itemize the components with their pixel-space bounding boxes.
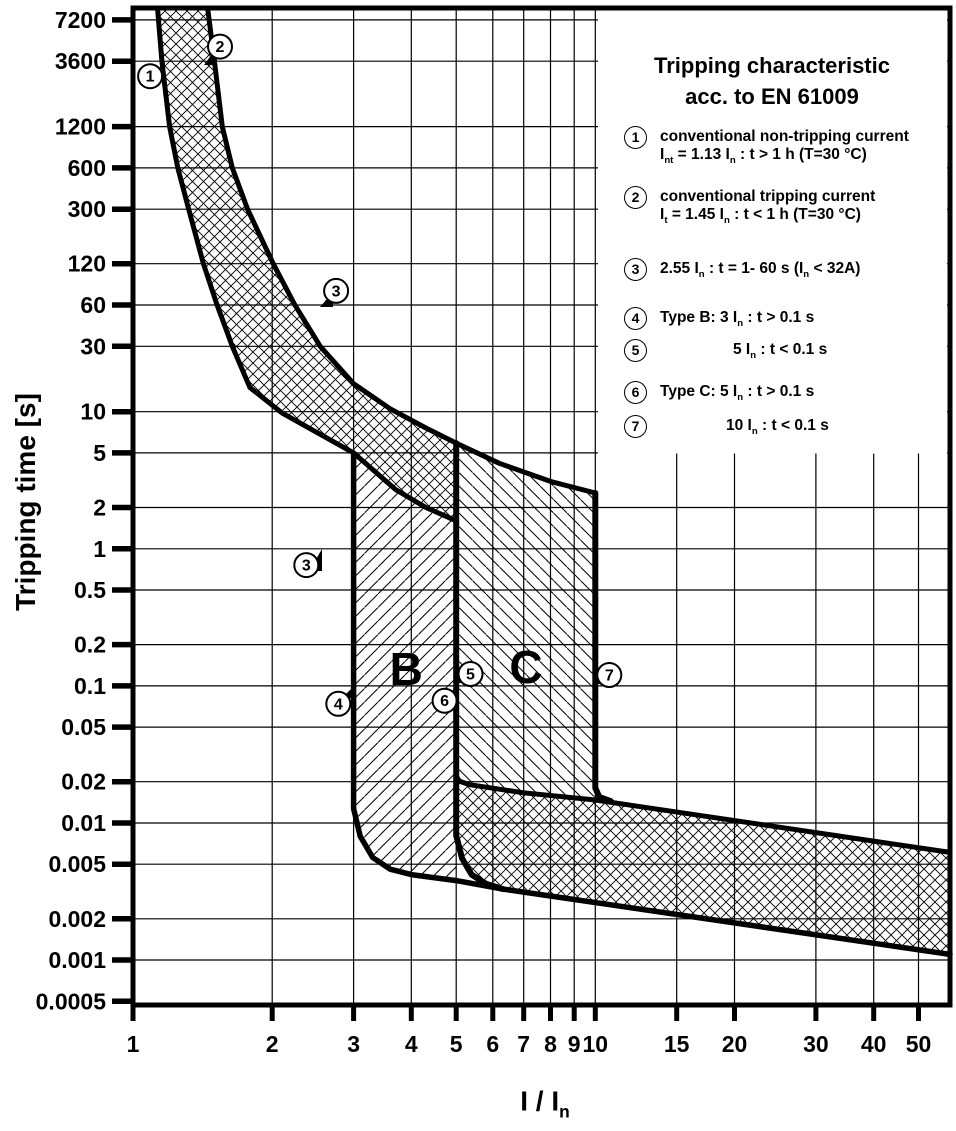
y-tick-label: 0.01	[61, 810, 106, 836]
legend-item-text: 5 $I_n$ : t < 0.1 s	[733, 341, 828, 362]
legend	[595, 128, 951, 441]
x-tick-label: 6	[486, 1031, 500, 1057]
x-tick-label: 5	[449, 1031, 463, 1057]
chart-title-line1: Tripping characteristic	[654, 53, 890, 78]
y-tick-label: 1	[93, 535, 106, 562]
y-tick-label: 300	[67, 196, 106, 223]
legend-item-3	[595, 260, 951, 284]
curve-annotation-5	[457, 662, 483, 686]
annotation-number: 1	[145, 68, 155, 86]
legend-item-text: Type C: 5 $I_n$ : t > 0.1 s	[660, 383, 815, 404]
y-tick-label: 2	[93, 494, 106, 521]
annotation-number: 6	[440, 693, 450, 711]
y-tick-label: 3600	[54, 48, 106, 75]
legend-item-text: 2.55 $I_n$ : t = 1- 60 s $(I_n < 32A)$	[660, 260, 861, 281]
region-label-B: B	[389, 642, 423, 695]
x-tick-label: 10	[582, 1031, 609, 1057]
legend-item-4	[595, 309, 951, 333]
y-tick-label: 30	[80, 333, 106, 360]
legend-item-text: Type B: 3 $I_n$ : t > 0.1 s	[660, 309, 815, 330]
legend-item-text: 10 $I_n$ : t < 0.1 s	[726, 416, 829, 437]
legend-number-badge: 1	[624, 126, 647, 149]
y-tick-label: 0.001	[48, 947, 106, 973]
x-axis-title: I / $I_n$	[520, 1085, 570, 1122]
annotation-number: 4	[333, 696, 343, 714]
legend-item-6	[595, 383, 951, 407]
legend-item-text: conventional non-tripping current $I_{nt} = 1.13$ $I_n$ : t > 1 h (T=30 °C)	[660, 128, 909, 167]
y-tick-label: 0.002	[48, 905, 106, 932]
y-tick-label: 5	[93, 439, 106, 466]
x-tick-label: 50	[905, 1031, 932, 1057]
x-tick-label: 20	[721, 1031, 748, 1057]
legend-number-badge: 4	[624, 307, 647, 330]
y-tick-label: 0.2	[74, 631, 106, 658]
legend-item-2	[595, 188, 951, 230]
x-tick-label: 40	[860, 1031, 887, 1057]
legend-number-badge: 7	[624, 415, 647, 438]
legend-number-badge: 3	[624, 258, 647, 281]
x-tick-label: 3	[347, 1031, 360, 1057]
annotation-number: 2	[215, 39, 225, 57]
y-tick-label: 600	[67, 154, 106, 181]
legend-number-badge: 2	[624, 186, 647, 209]
y-tick-label: 0.02	[61, 768, 106, 795]
x-tick-label: 4	[404, 1031, 418, 1057]
y-tick-label: 0.0005	[35, 988, 106, 1015]
y-tick-label: 0.005	[48, 851, 106, 878]
chart-title	[597, 50, 947, 112]
legend-number-badge: 5	[624, 339, 647, 362]
annotation-number: 7	[604, 667, 614, 685]
legend-item-5	[595, 341, 951, 365]
x-tick-label: 15	[663, 1031, 690, 1057]
legend-item-text: conventional tripping current $I_t = 1.45$ $I_n$ : t < 1 h (T=30 °C)	[660, 188, 876, 227]
y-axis-title: Tripping time [s]	[10, 393, 41, 611]
y-tick-label: 10	[80, 398, 106, 425]
y-tick-label: 7200	[54, 6, 106, 33]
curve-annotation-7	[597, 663, 621, 687]
x-tick-label: 30	[803, 1031, 829, 1057]
y-tick-label: 0.05	[61, 714, 106, 741]
y-tick-label: 60	[80, 292, 106, 318]
x-tick-label: 8	[544, 1031, 557, 1057]
region-label-C: C	[509, 641, 543, 694]
annotation-number: 5	[466, 666, 475, 684]
type-c-region	[456, 443, 595, 800]
y-tick-label: 0.1	[74, 672, 106, 699]
x-tick-label: 2	[265, 1031, 279, 1057]
annotation-number: 3	[301, 557, 311, 575]
chart-title-line2: acc. to EN 61009	[685, 84, 859, 109]
y-tick-label: 120	[67, 250, 106, 277]
annotation-number: 3	[331, 283, 341, 301]
y-tick-label: 1200	[54, 113, 106, 140]
x-tick-label: 9	[567, 1031, 581, 1057]
legend-item-7	[595, 417, 951, 441]
x-tick-label: 1	[126, 1031, 140, 1057]
legend-item-1	[595, 128, 951, 170]
legend-number-badge: 6	[624, 381, 647, 404]
x-tick-label: 7	[517, 1031, 531, 1057]
y-tick-label: 0.5	[74, 577, 106, 603]
